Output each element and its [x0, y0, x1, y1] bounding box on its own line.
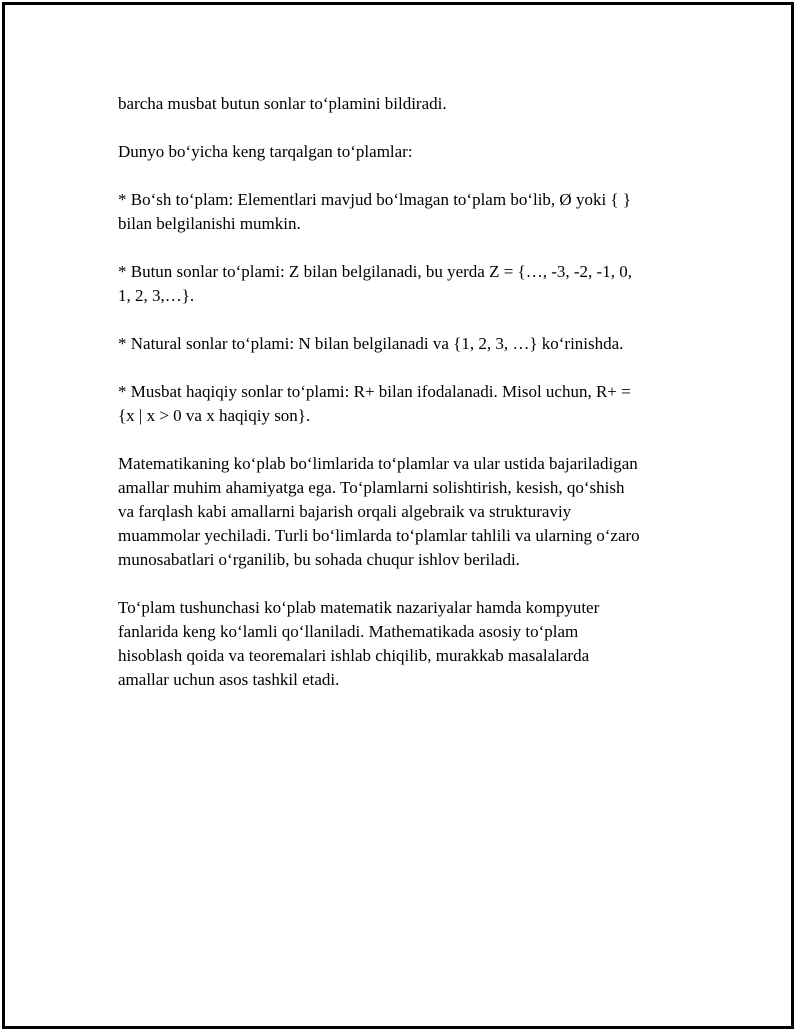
paragraph-heading-common-sets: Dunyo bo‘yicha keng tarqalgan to‘plamlar:	[118, 142, 413, 161]
paragraph-set-concept: To‘plam tushunchasi ko‘plab matematik nazariyalar hamda kompyuter fanlarida keng ko‘lamli qo‘llaniladi. Mathematikada asosiy to‘plam hisoblash qoida va teoremalari ishlab chiqilib, murakkab masalalarda amallar uchun asos tashkil etadi.	[118, 598, 600, 689]
list-item-integers: * Butun sonlar to‘plami: Z bilan belgilanadi, bu yerda Z = {…, -3, -2, -1, 0, 1, 2, 3,…}.	[118, 262, 632, 305]
document-body	[118, 92, 690, 716]
list-item-natural-numbers: * Natural sonlar to‘plami: N bilan belgilanadi va {1, 2, 3, …} ko‘rinishda.	[118, 334, 624, 353]
list-item-empty-set: * Bo‘sh to‘plam: Elementlari mavjud bo‘lmagan to‘plam bo‘lib, Ø yoki { } bilan belgilanishi mumkin.	[118, 190, 632, 233]
paragraph-set-operations: Matematikaning ko‘plab bo‘limlarida to‘plamlar va ular ustida bajariladigan amallar muhim ahamiyatga ega. To‘plamlarni solishtirish, kesish, qo‘shish va farqlash kabi amallarni bajarish orqali algebraik va strukturaviy muammolar yechiladi. Turli bo‘limlarda to‘plamlar tahlili va ularning o‘zaro munosabatlari o‘rganilib, bu sohada chuqur ishlov beriladi.	[118, 454, 640, 569]
paragraph-continuation: barcha musbat butun sonlar to‘plamini bildiradi.	[118, 94, 447, 113]
list-item-positive-reals: * Musbat haqiqiy sonlar to‘plami: R+ bilan ifodalanadi. Misol uchun, R+ = {x | x > 0 va x haqiqiy son}.	[118, 382, 631, 425]
